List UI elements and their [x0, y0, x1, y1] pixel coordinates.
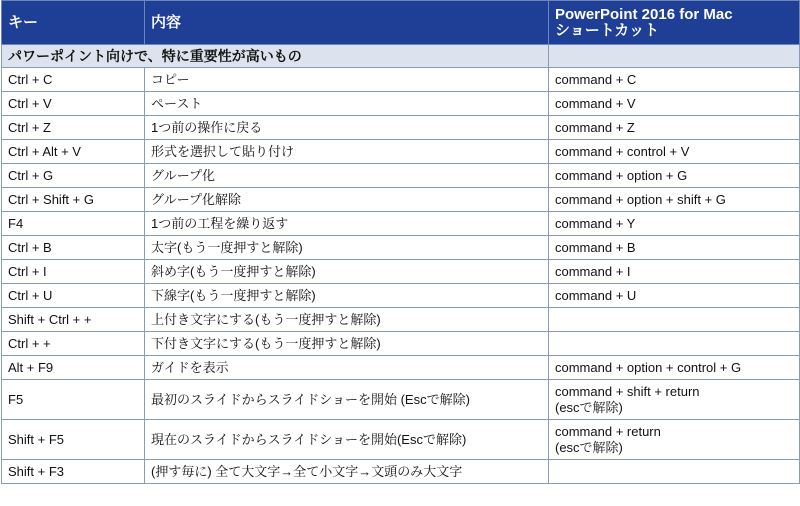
windows-key-cell: Shift + F3 [2, 460, 145, 484]
windows-key-cell: Shift + Ctrl + + [2, 308, 145, 332]
table-row [2, 420, 800, 460]
mac-shortcut-line: command + return [555, 423, 661, 439]
mac-shortcut-line: command + U [555, 287, 637, 303]
description-cell: ペースト [145, 92, 549, 116]
windows-key-cell: F4 [2, 212, 145, 236]
table-row [2, 212, 800, 236]
table-row [2, 460, 800, 484]
table-row [2, 164, 800, 188]
mac-shortcut-cell [549, 236, 800, 260]
description-cell: 1つ前の操作に戻る [145, 116, 549, 140]
mac-shortcut-line: (escで解除) [555, 399, 623, 415]
mac-shortcut-cell [549, 332, 800, 356]
windows-key-cell: Ctrl + C [2, 68, 145, 92]
description-cell: 最初のスライドからスライドショーを開始 (Escで解除) [145, 380, 549, 420]
section-row [2, 45, 800, 68]
header-content: 内容 [145, 1, 549, 45]
mac-shortcut-line: (escで解除) [555, 439, 623, 455]
description-cell: 下線字(もう一度押すと解除) [145, 284, 549, 308]
table-row [2, 68, 800, 92]
description-cell: 現在のスライドからスライドショーを開始(Escで解除) [145, 420, 549, 460]
description-cell: ガイドを表示 [145, 356, 549, 380]
description-cell: グループ化解除 [145, 188, 549, 212]
mac-shortcut-cell [549, 92, 800, 116]
mac-shortcut-line: command + option + G [555, 167, 688, 183]
shortcut-table [1, 0, 800, 484]
mac-shortcut-cell [549, 356, 800, 380]
mac-shortcut-line: command + I [555, 263, 631, 279]
description-cell: 太字(もう一度押すと解除) [145, 236, 549, 260]
mac-shortcut-cell [549, 188, 800, 212]
mac-shortcut-cell [549, 460, 800, 484]
windows-key-cell: F5 [2, 380, 145, 420]
description-cell: 形式を選択して貼り付け [145, 140, 549, 164]
mac-shortcut-line: command + shift + return [555, 383, 700, 399]
mac-shortcut-cell [549, 164, 800, 188]
mac-shortcut-cell [549, 420, 800, 460]
windows-key-cell: Shift + F5 [2, 420, 145, 460]
table-row [2, 140, 800, 164]
table-row [2, 236, 800, 260]
mac-shortcut-cell [549, 212, 800, 236]
description-cell: (押す毎に) 全て大文字→全て小文字→文頭のみ大文字 [145, 460, 549, 484]
mac-shortcut-line: command + control + V [555, 143, 690, 159]
description-cell: 上付き文字にする(もう一度押すと解除) [145, 308, 549, 332]
mac-shortcut-cell [549, 68, 800, 92]
mac-shortcut-line: command + Z [555, 119, 635, 135]
windows-key-cell: Ctrl + G [2, 164, 145, 188]
mac-shortcut-cell [549, 308, 800, 332]
table-row [2, 284, 800, 308]
header-mac-line1: PowerPoint 2016 for Mac [555, 5, 733, 23]
windows-key-cell: Ctrl + B [2, 236, 145, 260]
windows-key-cell: Ctrl + I [2, 260, 145, 284]
windows-key-cell: Ctrl + Shift + G [2, 188, 145, 212]
description-cell: 下付き文字にする(もう一度押すと解除) [145, 332, 549, 356]
header-row [2, 1, 800, 45]
mac-shortcut-line: command + B [555, 239, 636, 255]
description-cell: 斜め字(もう一度押すと解除) [145, 260, 549, 284]
section-title: パワーポイント向けで、特に重要性が高いもの [2, 45, 549, 68]
mac-shortcut-line: command + C [555, 71, 637, 87]
windows-key-cell: Ctrl + Alt + V [2, 140, 145, 164]
mac-shortcut-cell [549, 284, 800, 308]
header-mac-shortcut [549, 1, 800, 45]
mac-shortcut-line: command + option + shift + G [555, 191, 726, 207]
table-row [2, 380, 800, 420]
mac-shortcut-cell [549, 260, 800, 284]
header-key: キー [2, 1, 145, 45]
windows-key-cell: Ctrl + Z [2, 116, 145, 140]
mac-shortcut-line: command + option + control + G [555, 359, 742, 375]
windows-key-cell: Ctrl + U [2, 284, 145, 308]
section-empty-cell [549, 45, 800, 68]
table-row [2, 92, 800, 116]
windows-key-cell: Ctrl + + [2, 332, 145, 356]
mac-shortcut-cell [549, 380, 800, 420]
header-mac-line2: ショートカット [555, 21, 660, 39]
table-row [2, 116, 800, 140]
table-row [2, 308, 800, 332]
table-row [2, 356, 800, 380]
mac-shortcut-cell [549, 140, 800, 164]
windows-key-cell: Alt + F9 [2, 356, 145, 380]
description-cell: コピー [145, 68, 549, 92]
table-row [2, 260, 800, 284]
table-row [2, 332, 800, 356]
mac-shortcut-cell [549, 116, 800, 140]
mac-shortcut-line: command + Y [555, 215, 636, 231]
description-cell: グループ化 [145, 164, 549, 188]
mac-shortcut-line: command + V [555, 95, 636, 111]
description-cell: 1つ前の工程を繰り返す [145, 212, 549, 236]
table-row [2, 188, 800, 212]
windows-key-cell: Ctrl + V [2, 92, 145, 116]
